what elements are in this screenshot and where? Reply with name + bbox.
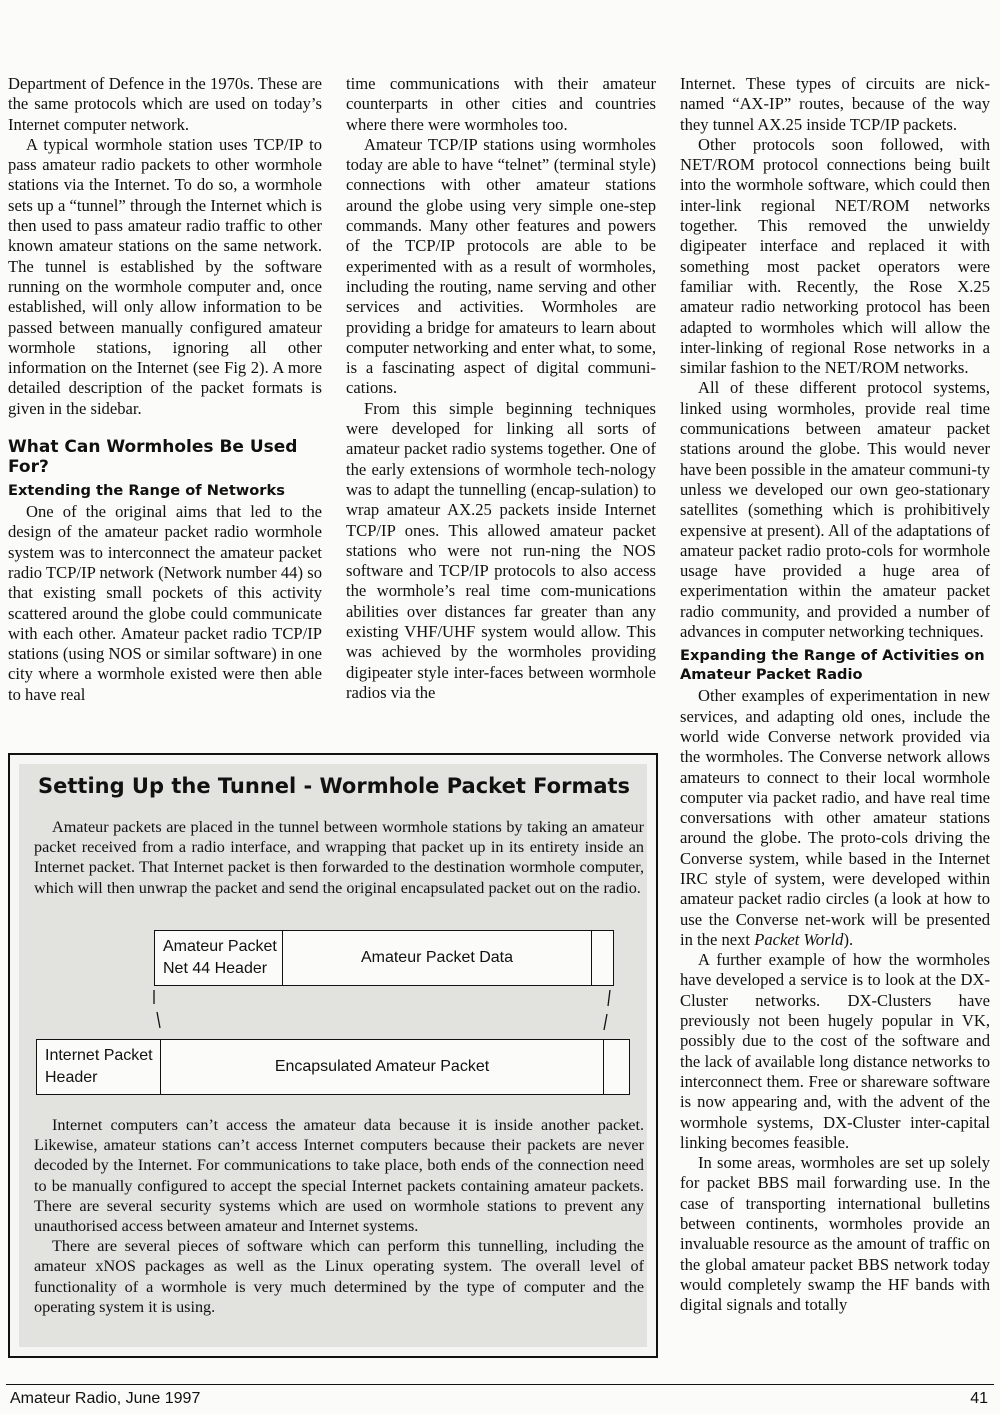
sidebar-intro [34, 817, 644, 898]
sidebar-body [34, 1115, 644, 1317]
subsection-heading: Expanding the Range of Activities on Amateur Packet Radio [680, 647, 985, 684]
section-heading: What Can Wormholes Be Used For? [8, 437, 298, 478]
paragraph: From this simple beginning techniques were developed for linking all sorts of amateur packet radio systems together. One of the early extensions of wormhole tech-nology was to adapt the tunnelling (encap-sulation) to wrap amateur AX.25 packets inside Internet TCP/IP ones. This allowed amateur packet stations who were not run-ning the NOS software and TCP/IP protocols to also access the wormhole’s real time com-munications abilities over distances far greater than any existing VHF/UHF system would allow. This was achieved by the wormholes providing digipeater style inter-faces between wormhole radios via the [346, 398, 656, 702]
data-label: Encapsulated Amateur Packet [274, 1058, 490, 1075]
publication-footer: Amateur Radio, June 1997 [10, 1390, 201, 1407]
paragraph: time communications with their amateur counterparts in other cities and countries where there were wormholes too. [346, 74, 656, 134]
paragraph: One of the original aims that led to the design of the amateur packet radio wormhole system was to interconnect the amateur packet radio TCP/IP network (Network number 44) so that existing small pockets of this activity scattered around the globe could communicate with each other. Amateur packet radio TCP/IP stations (using NOS or similar software) in one city where a wormhole existed were then able to have real [8, 502, 322, 704]
header-label [45, 1045, 153, 1089]
text-run: Other examples of experimentation in new services, and adapting old ones, include the world wide Converse network provided via the wormholes. The Converse network allows amateurs to connect to their local wormhole computer via packet radio, and have real time conversations with other amateur stations around the globe. The proto-cols driving the Converse system, while based in the Internet IRC style of system, were developed within amateur packet radio circles (a look at how to use the Converse net-work will be presented in the next [680, 686, 990, 949]
header-label [163, 936, 277, 980]
article-column-1 [8, 74, 322, 705]
page-number: 41 [970, 1390, 988, 1407]
internet-packet-diagram [36, 1039, 630, 1095]
article-column-3 [680, 74, 990, 1316]
header-label-line: Net 44 Header [163, 960, 268, 977]
paragraph: A typical wormhole station uses TCP/IP to pass amateur radio packets to other wormhole stations via the Internet. To do so, a wormhole sets up a “tunnel” through the Internet which is then used to pass amateur radio traffic to other known amateur stations on the same network. The tunnel is established by the software running on the wormhole computer and, once established, will only allow information to be passed between manually configured amateur wormhole stations, ignoring all other information on the Internet (see Fig 2). A more detailed description of the packet formats is given in the sidebar. [8, 134, 322, 418]
subsection-heading: Extending the Range of Networks [8, 482, 285, 500]
internet-packet-header-cell [37, 1040, 161, 1094]
packet-trailer-cell [603, 1040, 629, 1094]
paragraph: Amateur packets are placed in the tunnel between wormhole stations by taking an amateur packet received from a radio interface, and wrapping that packet up in its entirety inside an Internet packet. That Internet packet is then forwarded to the destination wormhole computer, which will then unwrap the packet and send the original encapsulated packet out on the radio. [34, 818, 644, 897]
packet-trailer-cell [591, 931, 613, 985]
paragraph: Amateur TCP/IP stations using wormholes today are able to have “telnet” (terminal style) connections with other amateur stations around the globe using very simple one-step commands. Many other features and powers of the TCP/IP protocols are able to be experimented with as a result of wormholes, including the routing, name serving and other services and activities. Wormholes are providing a bridge for amateurs to learn about computer networking and enter what, to some, is a fascinating aspect of digital communi-cations. [346, 134, 656, 398]
data-label: Amateur Packet Data [360, 949, 514, 966]
text-run: ). [843, 929, 854, 949]
header-label-line: Amateur Packet [163, 938, 277, 955]
paragraph: There are several pieces of software which can perform this tunnelling, including the amateur xNOS packages as well as the Linux operating system. The overall level of functionality of a wormhole is very much determined by the type of computer and the operating system it is using. [34, 1237, 644, 1316]
publication-title: Packet World [754, 929, 844, 949]
paragraph: Department of Defence in the 1970s. These are the same protocols which are used on today’s Internet computer network. [8, 74, 322, 134]
header-label-line: Header [45, 1069, 98, 1086]
sidebar-box [8, 753, 658, 1358]
encapsulation-connector-lines [10, 986, 660, 1039]
paragraph: A further example of how the wormholes have developed a service is to look at the DX-Cluster networks. DX-Clusters have previously not been hugely popular in VK, possibly due to the cost of the software and the lack of available long distance networks to interconnect them. Free or shareware software is now appearing and, with the advent of the wormhole systems, DX-Cluster inter-capital linking becomes feasible. [680, 950, 990, 1152]
paragraph: Internet. These types of circuits are nick-named “AX-IP” routes, because of the way they tunnel AX.25 inside TCP/IP packets. [680, 74, 990, 134]
paragraph: Internet computers can’t access the amateur data because it is inside another packet. Likewise, amateur stations can’t access Internet computers because their packets are never decoded by the Internet. For communications to take place, both ends of the connection need to be manually configured to accept the special Internet packets containing amateur packets. There are several security systems which are used on wormhole stations to prevent any unauthorised access between amateur and Internet systems. [34, 1116, 644, 1236]
paragraph: All of these different protocol systems, linked using wormholes, provide real time communications between amateur packet stations around the globe. This would never have been possible in the amateur communi-ty unless we developed our own geo-stationary satellites (something which is prohibitively expensive at present). All of the adaptations of amateur packet radio proto-cols for wormhole usage have provided a huge area of experimentation within the amateur packet radio community, and provided a number of advances in computer networking techniques. [680, 378, 990, 642]
amateur-packet-data-cell [283, 931, 591, 985]
paragraph [680, 686, 990, 950]
paragraph: Other protocols soon followed, with NET/ROM protocol connections being built into the wormhole software, which could then inter-link regional NET/ROM networks together. This removed the unwieldy digipeater interface and replaced it with something most packet operators were familiar with. Recently, the Rose X.25 amateur radio networking protocol has been adapted to wormholes which will allow the inter-linking of regional Rose networks in a similar fashion to the NET/ROM networks. [680, 134, 990, 378]
sidebar-title: Setting Up the Tunnel - Wormhole Packet Formats [38, 774, 631, 798]
amateur-packet-diagram [154, 930, 614, 986]
amateur-packet-header-cell [155, 931, 283, 985]
header-label-line: Internet Packet [45, 1047, 153, 1064]
encapsulated-packet-cell [161, 1040, 603, 1094]
article-column-2 [346, 74, 656, 703]
paragraph: In some areas, wormholes are set up solely for packet BBS mail forwarding use. In the case of transporting international bulletins between continents, wormholes provide an invaluable resource as the amount of traffic on the global amateur packet BBS network today would completely swamp the HF bands with digital signals and totally [680, 1153, 990, 1315]
footer-rule [6, 1384, 994, 1385]
